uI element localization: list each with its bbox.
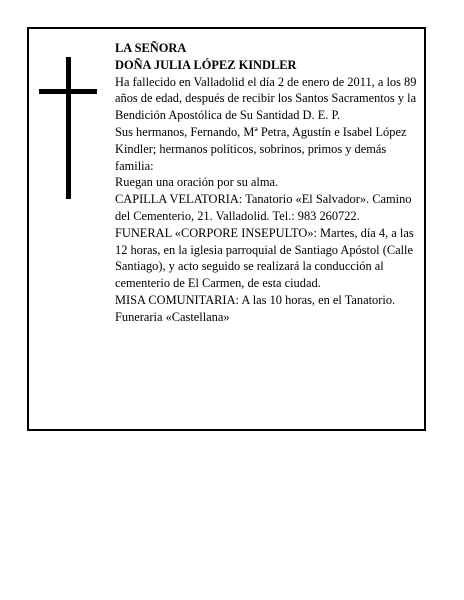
chapel-info: CAPILLA VELATORIA: Tanatorio «El Salvador». Camino del Cementerio, 21. Valladolid. Tel.: 983 260722.	[115, 192, 412, 223]
death-announcement: Ha fallecido en Valladolid el día 2 de enero de 2011, a los 89 años de edad, después de recibir los Santos Sacramentos y la Bendición Apostólica de Su Santidad D. E. P.	[115, 74, 417, 123]
notice-heading: LA SEÑORA	[115, 41, 187, 55]
mass-info: MISA COMUNITARIA: A las 10 horas, en el Tanatorio.	[115, 292, 396, 307]
latin-cross-icon	[39, 57, 97, 199]
family-list: Sus hermanos, Fernando, Mª Petra, Agustín e Isabel López Kindler; hermanos políticos, sobrinos, primos y demás familia:	[115, 124, 407, 173]
funeral-info: FUNERAL «CORPORE INSEPULTO»: Martes, día 4, a las 12 horas, en la iglesia parroquial de Santiago Apóstol (Calle Santiago), y acto seguido se realizará la conducción al cementerio de El Carmen, de esta ciudad.	[115, 225, 414, 291]
notice-body	[115, 40, 427, 326]
obituary-notice	[27, 27, 426, 431]
deceased-name: DOÑA JULIA LÓPEZ KINDLER	[115, 57, 297, 72]
funeral-home: Funeraria «Castellana»	[115, 309, 230, 324]
prayer-request: Ruegan una oración por su alma.	[115, 175, 279, 190]
cross-vertical-bar	[66, 57, 71, 199]
cross-horizontal-bar	[39, 89, 97, 94]
